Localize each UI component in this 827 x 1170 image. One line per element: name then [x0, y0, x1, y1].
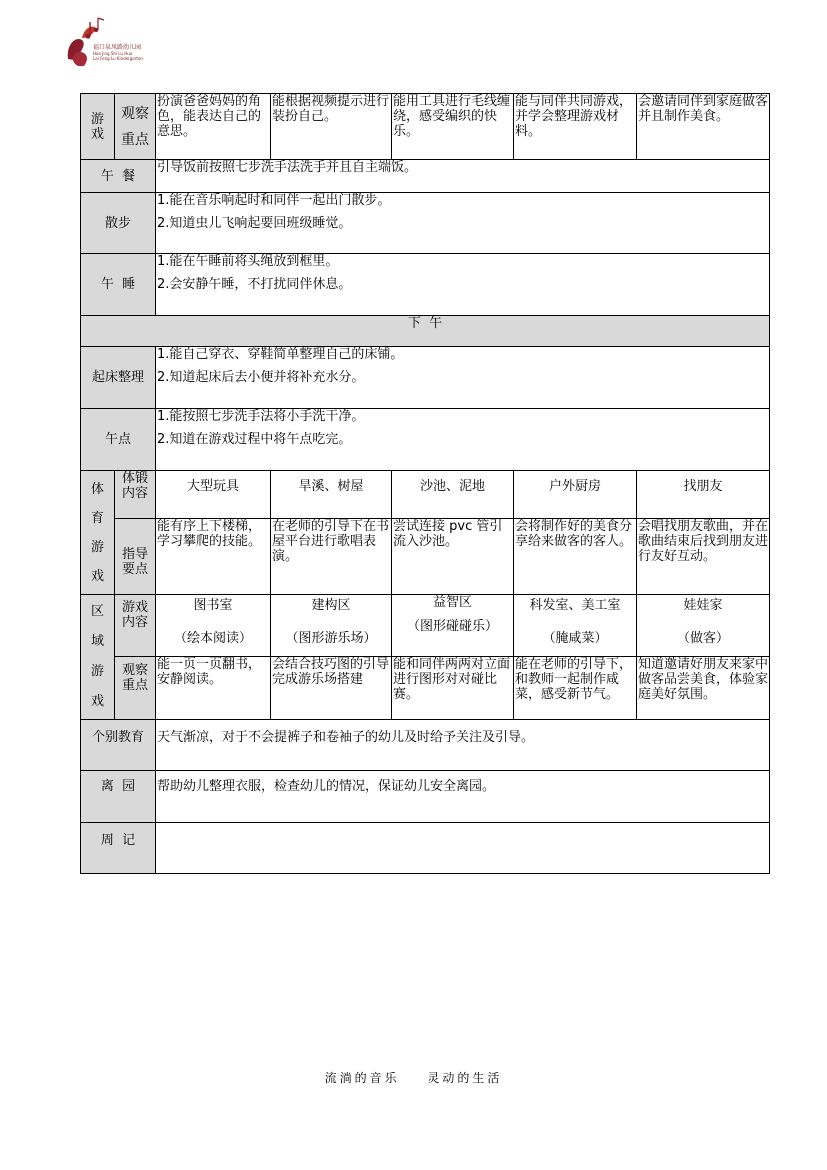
daily-plan-table: [80, 93, 770, 874]
pe-content-cell: 沙池、泥地: [392, 471, 514, 519]
area-sub: （图形游乐场）: [285, 631, 377, 646]
snack-line: 1.能按照七步洗手法将小手洗干净。: [157, 409, 365, 424]
nap-row: [81, 254, 770, 316]
area-content-cell: [271, 595, 392, 657]
individual-label: 个别教育: [81, 720, 156, 771]
area-content-label: 游戏内容: [115, 595, 156, 657]
nap-line: 1.能在午睡前将头绳放到框里。: [157, 254, 339, 269]
area-label: [81, 595, 115, 720]
area-name: 建构区: [311, 598, 351, 613]
afternoon-label: 下 午: [81, 316, 770, 347]
pe-points-label: 指导要点: [115, 519, 156, 595]
area-points-label: 观察重点: [115, 657, 156, 720]
game-label-char: 游: [90, 111, 104, 127]
pe-point-cell: 会将制作好的美食分享给来做客的客人。: [514, 519, 637, 595]
pe-content-label: 体锻内容: [115, 471, 156, 519]
footer-right: 灵动的生活: [427, 1071, 503, 1085]
snack-row: [81, 409, 770, 471]
leave-label: 离 园: [81, 771, 156, 823]
area-content-cell: [392, 595, 514, 657]
pe-point-cell: 会唱找朋友歌曲，并在歌曲结束后找到朋友进行友好互动。: [637, 519, 770, 595]
walk-line: 2.知道虫儿飞响起要回班级睡觉。: [157, 216, 352, 231]
lunch-text: 引导饭前按照七步洗手法洗手并且自主端饭。: [156, 160, 770, 193]
area-label-char: 游: [90, 664, 104, 679]
walk-label: 散步: [81, 193, 156, 254]
area-name: 图书室: [193, 598, 233, 613]
game-observation-cell: 能与同伴共同游戏，并学会整理游戏材料。: [514, 94, 637, 160]
snack-content: [156, 409, 770, 471]
game-observation-cell: 能根据视频提示进行装扮自己。: [271, 94, 392, 160]
nap-content: [156, 254, 770, 316]
footer-left: 流淌的音乐: [324, 1071, 400, 1085]
game-observation-cell: 扮演爸爸妈妈的角色，能表达自己的意思。: [156, 94, 271, 160]
area-name: 益智区: [432, 595, 472, 610]
logo-en-line1: Hao Jing Shi Lu Hua: [93, 51, 133, 56]
area-content-cell: [156, 595, 271, 657]
area-point-cell: 能和同伴两两对立面进行图形对对碰比赛。: [392, 657, 514, 720]
nap-line: 2.会安静午睡，不打扰同伴休息。: [157, 277, 352, 292]
wakeup-content: [156, 347, 770, 409]
individual-text: 天气渐凉，对于不会提裤子和卷袖子的幼儿及时给予关注及引导。: [156, 720, 770, 771]
pe-content-row: [81, 471, 770, 519]
game-observation-cell: 会邀请同伴到家庭做客并且制作美食。: [637, 94, 770, 160]
pe-point-cell: 尝试连接 pvc 管引流入沙池。: [392, 519, 514, 595]
pe-content-cell: 大型玩具: [156, 471, 271, 519]
walk-line: 1.能在音乐响起时和同伴一起出门散步。: [157, 193, 391, 208]
game-observation-row: [81, 94, 770, 160]
pe-point-cell: 能有序上下楼梯，学习攀爬的技能。: [156, 519, 271, 595]
area-sub: （腌咸菜）: [542, 631, 608, 646]
pe-label-char: 育: [90, 510, 104, 526]
game-observation-label: 观察重点: [115, 94, 156, 160]
weekly-row: [81, 823, 770, 874]
wakeup-line: 2.知道起床后去小便并将补充水分。: [157, 370, 365, 385]
wakeup-line: 1.能自己穿衣、穿鞋简单整理自己的床铺。: [157, 347, 404, 362]
lunch-row: [81, 160, 770, 193]
pe-content-cell: 旱溪、树屋: [271, 471, 392, 519]
pe-label: [81, 471, 115, 595]
area-label-char: 域: [90, 634, 104, 649]
pe-content-cell: 找朋友: [637, 471, 770, 519]
individual-row: [81, 720, 770, 771]
area-content-cell: [514, 595, 637, 657]
area-name: 科发室、美工室: [529, 598, 621, 613]
game-label-char: 戏: [90, 126, 104, 142]
pe-label-char: 游: [90, 539, 104, 555]
area-name: 娃娃家: [683, 598, 723, 613]
afternoon-header-row: [81, 316, 770, 347]
weekly-label: 周 记: [81, 823, 156, 874]
nap-label: 午 睡: [81, 254, 156, 316]
wakeup-label: 起床整理: [81, 347, 156, 409]
lunch-label: 午 餐: [81, 160, 156, 193]
snack-label: 午点: [81, 409, 156, 471]
area-sub: （图形碰碰乐）: [406, 619, 498, 634]
wakeup-row: [81, 347, 770, 409]
area-label-char: 区: [90, 604, 104, 619]
pe-content-cell: 户外厨房: [514, 471, 637, 519]
pe-point-cell: 在老师的引导下在书屋平台进行歌唱表演。: [271, 519, 392, 595]
area-label-char: 戏: [90, 694, 104, 709]
weekly-text: [156, 823, 770, 874]
game-observation-cell: 能用工具进行毛线缠绕，感受编织的快乐。: [392, 94, 514, 160]
pe-label-char: 戏: [90, 568, 104, 584]
leave-text: 帮助幼儿整理衣服，检查幼儿的情况，保证幼儿安全离园。: [156, 771, 770, 823]
area-sub: （绘本阅读）: [173, 631, 252, 646]
leave-row: [81, 771, 770, 823]
page-footer: [0, 1069, 827, 1086]
logo-text: [93, 44, 143, 61]
pe-label-char: 体: [90, 481, 104, 497]
pe-points-row: [81, 519, 770, 595]
area-content-cell: [637, 595, 770, 657]
walk-row: [81, 193, 770, 254]
area-point-cell: 知道邀请好朋友来家中做客品尝美食，体验家庭美好氛围。: [637, 657, 770, 720]
game-label: [81, 94, 115, 160]
area-sub: （做客）: [676, 631, 729, 646]
logo-name: 福口泉凤路幼儿园: [93, 44, 142, 51]
area-point-cell: 会结合技巧图的引导完成游乐场搭建: [271, 657, 392, 720]
area-points-row: [81, 657, 770, 720]
logo-en-line2: Lai Feng Lu Kindergarten: [93, 56, 143, 61]
area-point-cell: 能在老师的引导下，和教师一起制作咸菜，感受新节气。: [514, 657, 637, 720]
snack-line: 2.知道在游戏过程中将午点吃完。: [157, 432, 352, 447]
area-content-row: [81, 595, 770, 657]
area-point-cell: 能一页一页翻书，安静阅读。: [156, 657, 271, 720]
walk-content: [156, 193, 770, 254]
